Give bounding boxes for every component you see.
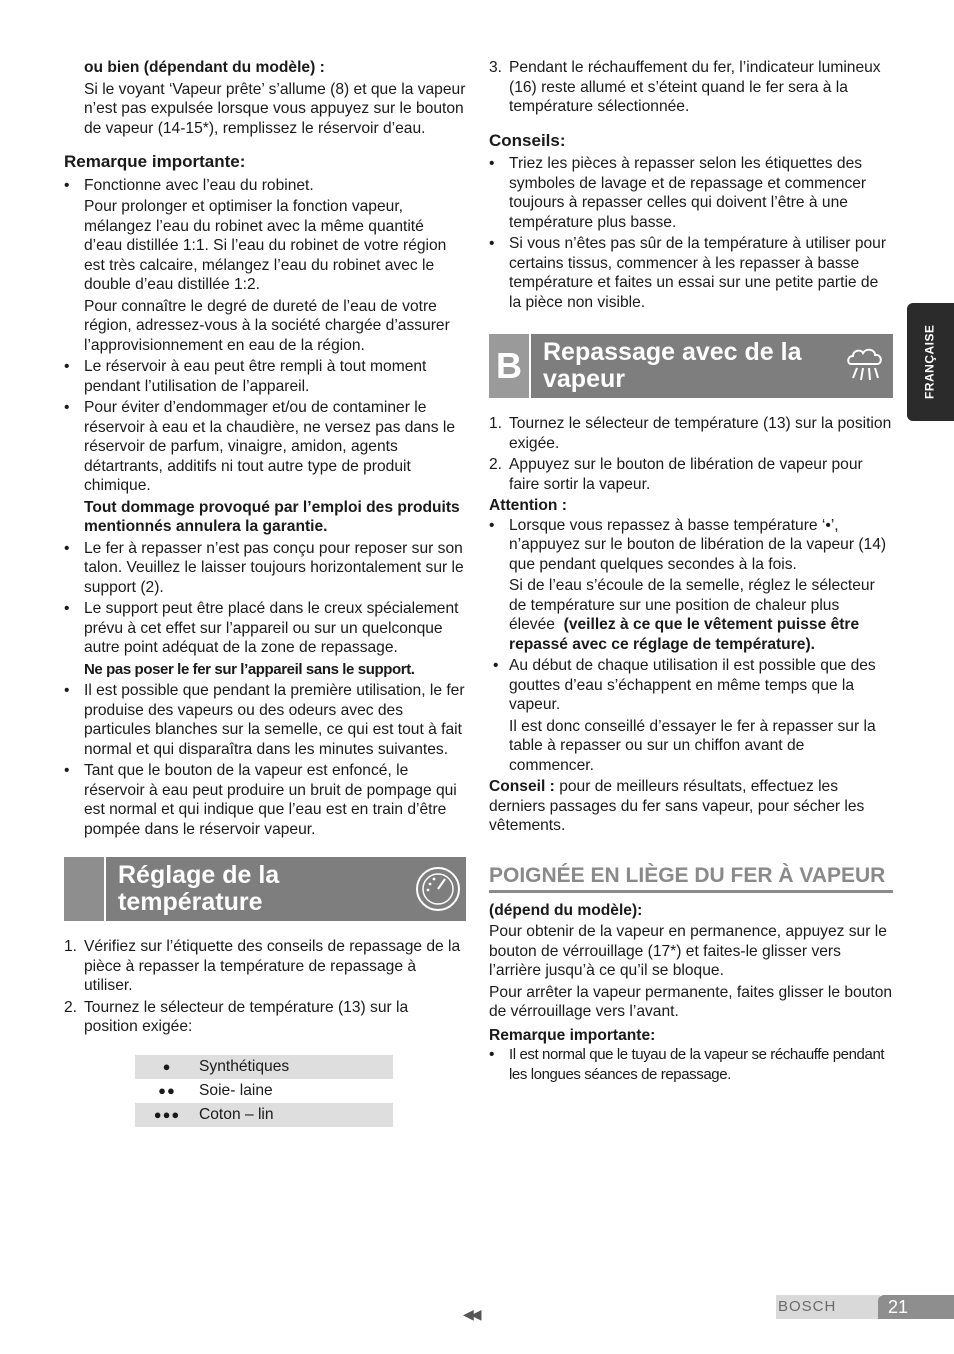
section-heading: POIGNÉE EN LIÈGE DU FER À VAPEUR: [489, 862, 893, 893]
temperature-banner: [64, 857, 466, 921]
steam-banner: [489, 334, 893, 398]
nav-arrows-icon: ◀◀: [463, 1306, 479, 1322]
table-row: [135, 1103, 393, 1127]
language-tab: FRANÇAISE: [907, 303, 954, 421]
conseils-heading: Conseils:: [489, 130, 566, 150]
dot-symbol: ●●●: [135, 1103, 199, 1127]
table-row: [135, 1079, 393, 1103]
unlock-paragraph: Pour arrêter la vapeur permanente, faites glisser le bouton de vérrouillage vers l’avant.: [489, 983, 893, 1020]
list-item: • Triez les pièces à repasser selon les étiquettes des symboles de lavage et de repassage et commencer toujours à repasser celles qui doivent l’être à une température plus basse.: [489, 154, 893, 232]
intro-text: Si le voyant ‘Vapeur prête’ s’allume (8) et que la vapeur n’est pas expulsée lorsque vous appuyez sur le bouton de vapeur (14-15*), remplissez le réservoir d’eau.: [84, 80, 466, 137]
steam-steps: [489, 414, 893, 494]
banner-title: Réglage de la température: [118, 861, 280, 916]
list-item: • Au début de chaque utilisation il est possible que des gouttes d’eau s’échappent en même temps que la vapeur. Il est donc conseillé d’essayer le fer à repasser sur la table à repasser ou sur un chiffon avant de commencer.: [489, 656, 893, 775]
steam-iron-icon: [837, 344, 893, 388]
fabric-label: Coton – lin: [199, 1103, 393, 1127]
remarque-list: [64, 176, 466, 840]
temperature-table: [135, 1055, 393, 1127]
list-item: • Il est normal que le tuyau de la vapeur se réchauffe pendant les longues séances de repassage.: [489, 1045, 893, 1084]
list-item: • Le support peut être placé dans le creux spécialement prévu à cet effet sur l’appareil ou sur un quelconque autre point adéquat de la zone de repassage. Ne pas poser le fer sur l’appareil sans le support.: [64, 599, 466, 679]
conseils-list: [489, 154, 893, 312]
list-item: 1. Vérifiez sur l’étiquette des conseils de repassage de la pièce à repasser la température de repassage à utiliser.: [64, 938, 461, 994]
list-item: • Le fer à repasser n’est pas conçu pour reposer sur son talon. Veuillez le laisser toujours horizontalement sur le support (2).: [64, 539, 466, 598]
temperature-steps: [64, 937, 466, 1037]
banner-tab: [64, 857, 106, 921]
brand-label: BOSCH: [776, 1295, 880, 1319]
list-item: 3. Pendant le réchauffement du fer, l’indicateur lumineux (16) reste allumé et s’éteint quand le fer sera à la température sélectionnée.: [489, 59, 881, 115]
attention-heading: Attention :: [489, 497, 567, 514]
banner-title: Repassage avec de la vapeur: [543, 338, 802, 393]
list-item: • Pour éviter d’endommager et/ou de contaminer le réservoir à eau et la chaudière, ne versez pas dans le réservoir de parfum, vinaigre, amidon, agents détartrants, additifs ni tout autre type de produit chimique. Tout dommage provoqué par l’emploi des produits mentionnés annulera la garantie.: [64, 398, 466, 537]
remarque-heading: Remarque importante:: [489, 1026, 656, 1044]
banner-letter: B: [489, 334, 531, 398]
list-item: 2. Appuyez sur le bouton de libération de vapeur pour faire sortir la vapeur.: [489, 456, 863, 493]
model-note: (dépend du modèle):: [489, 901, 643, 919]
temperature-dial-icon: [410, 865, 466, 913]
list-item: 2. Tournez le sélecteur de température (13) sur la position exigée:: [64, 998, 409, 1035]
list-item: • Lorsque vous repassez à basse température ‘•’, n’appuyez sur le bouton de libération de la vapeur (14) que pendant quelques secondes à la fois. Si de l’eau s’écoule de la semelle, réglez le sélecteur de température sur une position de chaleur plus élevée (veillez à ce que le vêtement puisse être repassé avec ce réglage de température).: [489, 516, 893, 655]
fabric-label: Soie- laine: [199, 1081, 273, 1099]
dot-symbol: ●●: [158, 1082, 176, 1098]
fabric-label: Synthétiques: [199, 1055, 393, 1079]
list-item: • Le réservoir à eau peut être rempli à tout moment pendant l’utilisation de l’appareil.: [64, 357, 466, 396]
conseil-note: Conseil : pour de meilleurs résultats, effectuez les derniers passages du fer sans vapeur, pour sécher les vêtements.: [489, 778, 865, 834]
intro-heading: ou bien (dépendant du modèle) :: [84, 59, 325, 76]
table-row: [135, 1055, 393, 1079]
right-column: [489, 58, 893, 1086]
page-number: 21: [878, 1295, 954, 1319]
remarque-list: [489, 1045, 893, 1084]
remarque-heading: Remarque importante:: [64, 152, 246, 171]
dot-symbol: ●: [135, 1055, 199, 1079]
list-item: • Si vous n’êtes pas sûr de la température à utiliser pour certains tissus, commencer à les repasser à basse température et faites un essai sur une petite partie de la pièce non visible.: [489, 234, 893, 312]
lock-paragraph: Pour obtenir de la vapeur en permanence, appuyez sur le bouton de vérrouillage (17*) et faites-le glisser vers l’arrière jusqu’à ce qu’il se bloque.: [489, 923, 887, 979]
attention-list: [489, 516, 893, 776]
left-column: [64, 58, 466, 1127]
step3-list: [489, 58, 893, 117]
list-item: • Tant que le bouton de la vapeur est enfoncé, le réservoir à eau peut produire un bruit de pompage qui est normal et qui indique que l’eau est en train d’être pompée dans le réservoir vapeur.: [64, 761, 466, 839]
list-item: • Il est possible que pendant la première utilisation, le fer produise des vapeurs ou des odeurs avec des particules blanches sur la semelle, ce qui est tout à fait normal et qui disparaîtra dans les minutes suivantes.: [64, 681, 466, 759]
list-item: • Fonctionne avec l’eau du robinet. Pour prolonger et optimiser la fonction vapeur, mélangez l’eau du robinet avec la même quantité d’eau distillée 1:1. Si l’eau du robinet de votre région est très calcaire, mélangez l’eau du robinet avec le double d’eau distillée 1:2. Pour connaître le degré de dureté de l’eau de votre région, adressez-vous à la société chargée d’assurer l’approvisionnement en eau de la région.: [64, 176, 466, 356]
list-item: 1. Tournez le sélecteur de température (13) sur la position exigée.: [489, 415, 892, 452]
